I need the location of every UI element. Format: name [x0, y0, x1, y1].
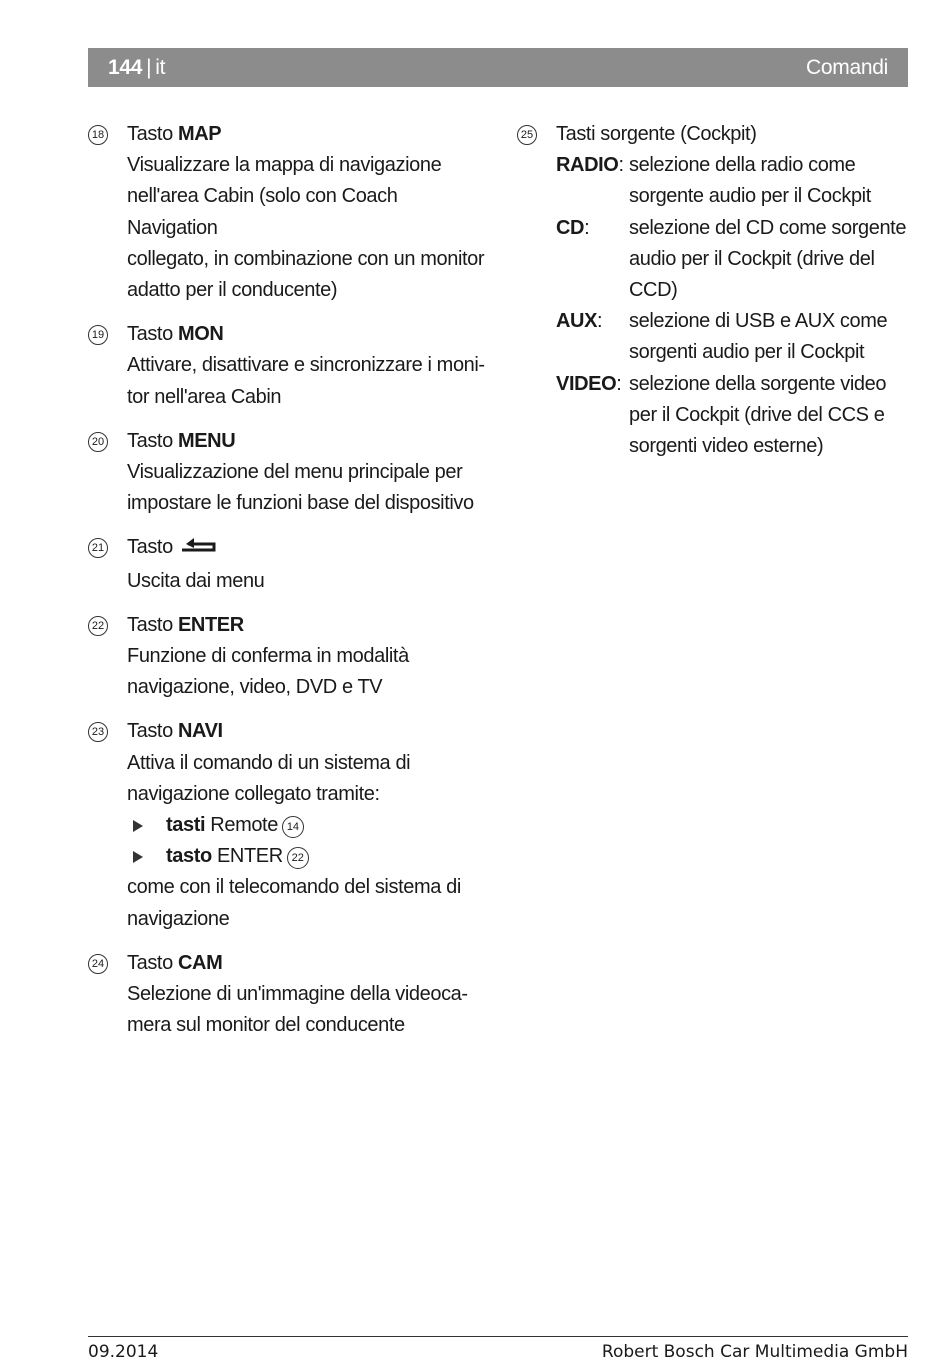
page-header — [88, 48, 908, 87]
item-20 — [88, 426, 488, 520]
item-line: Visualizzare la mappa di navigazione — [127, 154, 442, 177]
source-key-label: CD — [556, 216, 585, 239]
item-number: 24 — [88, 954, 108, 974]
source-aux — [556, 306, 907, 368]
item-prefix: Tasto — [127, 613, 173, 636]
item-line: Uscita dai menu — [127, 569, 265, 592]
source-line: sorgente audio per il Cockpit — [629, 185, 871, 208]
source-description — [629, 306, 907, 368]
bullet-ref: 14 — [282, 816, 304, 838]
bullet-item — [127, 841, 488, 872]
item-line: collegato, in combinazione con un monitor — [127, 247, 485, 270]
left-column — [88, 119, 488, 1054]
item-21 — [88, 532, 488, 596]
item-key: MENU — [177, 429, 236, 452]
item-25 — [517, 119, 907, 462]
item-number: 22 — [88, 616, 108, 636]
source-video — [556, 369, 907, 463]
item-number: 20 — [88, 432, 108, 452]
section-title: Comandi — [806, 55, 888, 79]
item-prefix: Tasto — [127, 720, 173, 743]
item-title — [127, 716, 488, 747]
source-line: selezione della radio come — [629, 154, 856, 177]
source-radio — [556, 150, 907, 212]
source-line: selezione di USB e AUX come — [629, 310, 888, 333]
source-colon: : — [584, 216, 590, 239]
bullet-bold: tasti — [166, 814, 206, 837]
source-cd — [556, 213, 907, 307]
item-key: ENTER — [177, 613, 244, 636]
item-18 — [88, 119, 488, 306]
item-number: 25 — [517, 125, 537, 145]
item-prefix: Tasto — [127, 951, 173, 974]
source-description — [629, 213, 907, 307]
footer-date: 09.2014 — [88, 1342, 159, 1362]
language-code: it — [155, 55, 166, 79]
item-line: Visualizzazione del menu principale per — [127, 461, 463, 484]
item-title: Tasti sorgente (Cockpit) — [556, 123, 757, 145]
item-line: Selezione di un'immagine della videoca- — [127, 983, 468, 1006]
item-line: navigazione collegato tramite: — [127, 782, 380, 805]
item-line: navigazione, video, DVD e TV — [127, 676, 383, 699]
item-title — [127, 319, 488, 350]
item-line: nell'area Cabin (solo con Coach Navigation — [127, 185, 398, 239]
bullet-item — [127, 810, 488, 841]
item-line: impostare le funzioni base del dispositivo — [127, 492, 474, 515]
item-prefix: Tasto — [127, 123, 173, 145]
right-column — [517, 119, 907, 475]
header-left — [88, 56, 165, 80]
item-title — [127, 610, 488, 641]
item-key: CAM — [177, 951, 223, 974]
source-description — [629, 150, 907, 212]
source-description — [629, 369, 907, 463]
bullet-text: ENTER — [216, 845, 283, 868]
item-line: Attivare, disattivare e sincronizzare i moni- — [127, 354, 485, 377]
item-line: tor nell'area Cabin — [127, 385, 282, 408]
source-key-label: VIDEO — [556, 372, 617, 395]
item-line: adatto per il conducente) — [127, 279, 338, 302]
item-23 — [88, 716, 488, 934]
header-separator: | — [146, 55, 152, 79]
page-number: 144 — [108, 55, 143, 79]
item-line: Funzione di conferma in modalità — [127, 645, 409, 668]
item-number: 18 — [88, 125, 108, 145]
source-line: sorgenti audio per il Cockpit — [629, 341, 865, 364]
footer-company: Robert Bosch Car Multimedia GmbH — [601, 1342, 908, 1362]
source-colon: : — [616, 372, 622, 395]
bullet-bold: tasto — [166, 845, 212, 868]
source-line: selezione del CD come sorgente — [629, 216, 907, 239]
bullet-triangle-icon — [133, 820, 143, 832]
item-prefix: Tasto — [127, 536, 173, 559]
source-colon: : — [618, 154, 624, 177]
source-line: per il Cockpit (drive del CCS e — [629, 403, 885, 426]
source-key — [556, 150, 629, 212]
item-line: come con il telecomando del sistema di — [127, 876, 461, 899]
item-22 — [88, 610, 488, 704]
item-19 — [88, 319, 488, 413]
item-title — [127, 532, 488, 565]
return-arrow-icon — [180, 534, 218, 565]
source-colon: : — [597, 310, 603, 333]
source-key-label: RADIO — [556, 154, 619, 177]
item-number: 19 — [88, 325, 108, 345]
item-number: 23 — [88, 722, 108, 742]
source-key — [556, 306, 629, 368]
source-line: CCD) — [629, 279, 678, 302]
item-key: NAVI — [177, 720, 223, 743]
item-number: 21 — [88, 538, 108, 558]
item-line: Attiva il comando di un sistema di — [127, 751, 411, 774]
item-key: MON — [177, 323, 224, 346]
bullet-ref: 22 — [287, 847, 309, 869]
item-line: navigazione — [127, 907, 230, 930]
item-prefix: Tasto — [127, 323, 173, 346]
source-key — [556, 369, 629, 463]
item-title — [127, 426, 488, 457]
source-key — [556, 213, 629, 307]
source-line: audio per il Cockpit (drive del — [629, 247, 875, 270]
item-key: MAP — [177, 123, 222, 145]
footer-divider — [88, 1336, 908, 1337]
item-24 — [88, 948, 488, 1042]
source-line: selezione della sorgente video — [629, 372, 887, 395]
item-title — [127, 119, 488, 150]
source-line: sorgenti video esterne) — [629, 435, 824, 458]
item-prefix: Tasto — [127, 429, 173, 452]
bullet-triangle-icon — [133, 851, 143, 863]
item-line: mera sul monitor del conducente — [127, 1014, 405, 1037]
item-title — [127, 948, 488, 979]
source-key-label: AUX — [556, 310, 598, 333]
bullet-text: Remote — [210, 814, 278, 837]
